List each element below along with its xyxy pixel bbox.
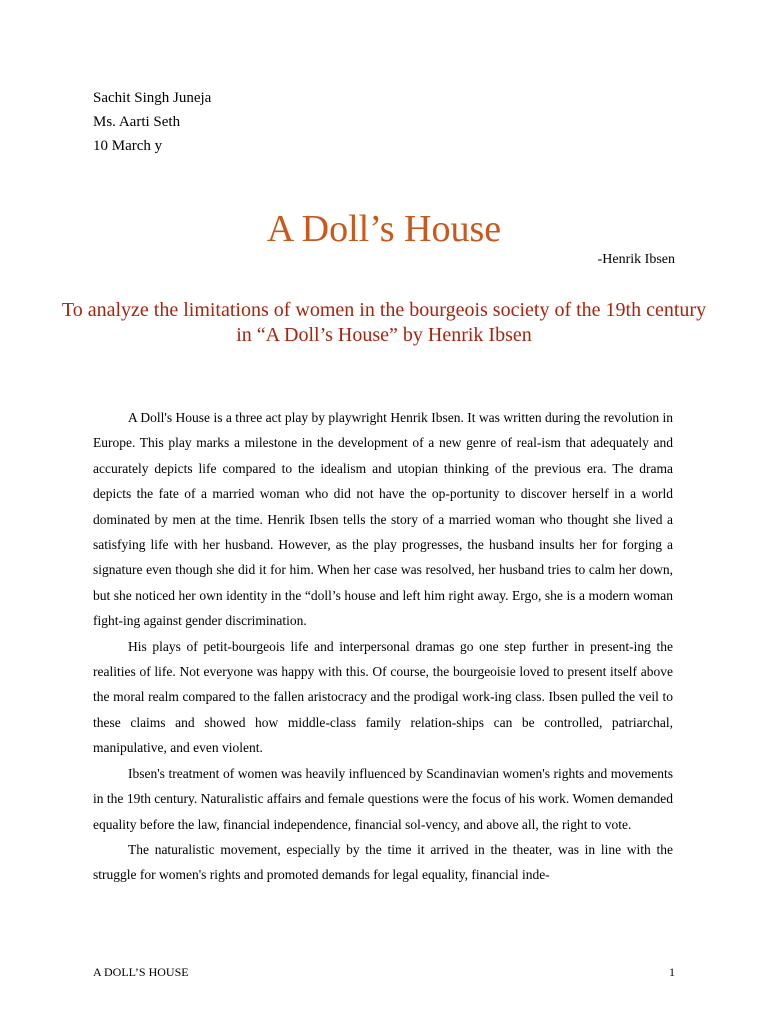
- body-text: [93, 405, 673, 888]
- document-header: [93, 86, 211, 158]
- paragraph: The naturalistic movement, especially by the time it arrived in the theater, was in line with the struggle for women's rights and promoted demands for legal equality, financial inde-: [93, 841, 673, 883]
- teacher-name: Ms. Aarti Seth: [93, 114, 181, 130]
- play-author: -Henrik Ibsen: [597, 252, 675, 267]
- running-title: A DOLL’S HOUSE: [93, 965, 189, 979]
- paragraph: A Doll's House is a three act play by playwright Henrik Ibsen. It was written during the revolution in Europe. This play marks a milestone in the development of a new genre of real-ism that adequately and accurately depicts life compared to the idealism and utopian thinking of the previous era. The drama depicts the fate of a married woman who did not have the op-portunity to discover herself in a world dominated by men at the time. Henrik Ibsen tells the story of a married woman who thought she lived a satisfying life with her husband. However, as the play progresses, the husband insults her for forging a signature even though she did it for him. When her case was resolved, her husband tries to calm her down, but she noticed her own identity in the “doll’s house and left him right away. Ergo, she is a modern woman fight-ing against gender discrimination.: [93, 410, 673, 629]
- document-date: 10 March y: [93, 138, 163, 154]
- document-title: A Doll’s House: [266, 208, 502, 250]
- paragraph: Ibsen's treatment of women was heavily influenced by Scandinavian women's rights and movements in the 19th century. Naturalistic affairs and female questions were the focus of his work. Women demanded equality before the law, financial independence, financial sol-vency, and above all, the right to vote.: [93, 765, 673, 832]
- author-name: Sachit Singh Juneja: [93, 90, 212, 106]
- document-subtitle: To analyze the limitations of women in the bourgeois society of the 19th century in “A Doll’s House” by Henrik Ibsen: [61, 299, 707, 346]
- page-number: 1: [669, 965, 675, 979]
- paragraph: His plays of petit-bourgeois life and interpersonal dramas go one step further in present-ing the realities of life. Not everyone was happy with this. Of course, the bourgeoisie loved to present itself above the moral realm compared to the fallen aristocracy and the prodigal work-ing class. Ibsen pulled the veil to these claims and showed how middle-class family relation-ships can be controlled, patriarchal, manipulative, and even violent.: [93, 638, 673, 756]
